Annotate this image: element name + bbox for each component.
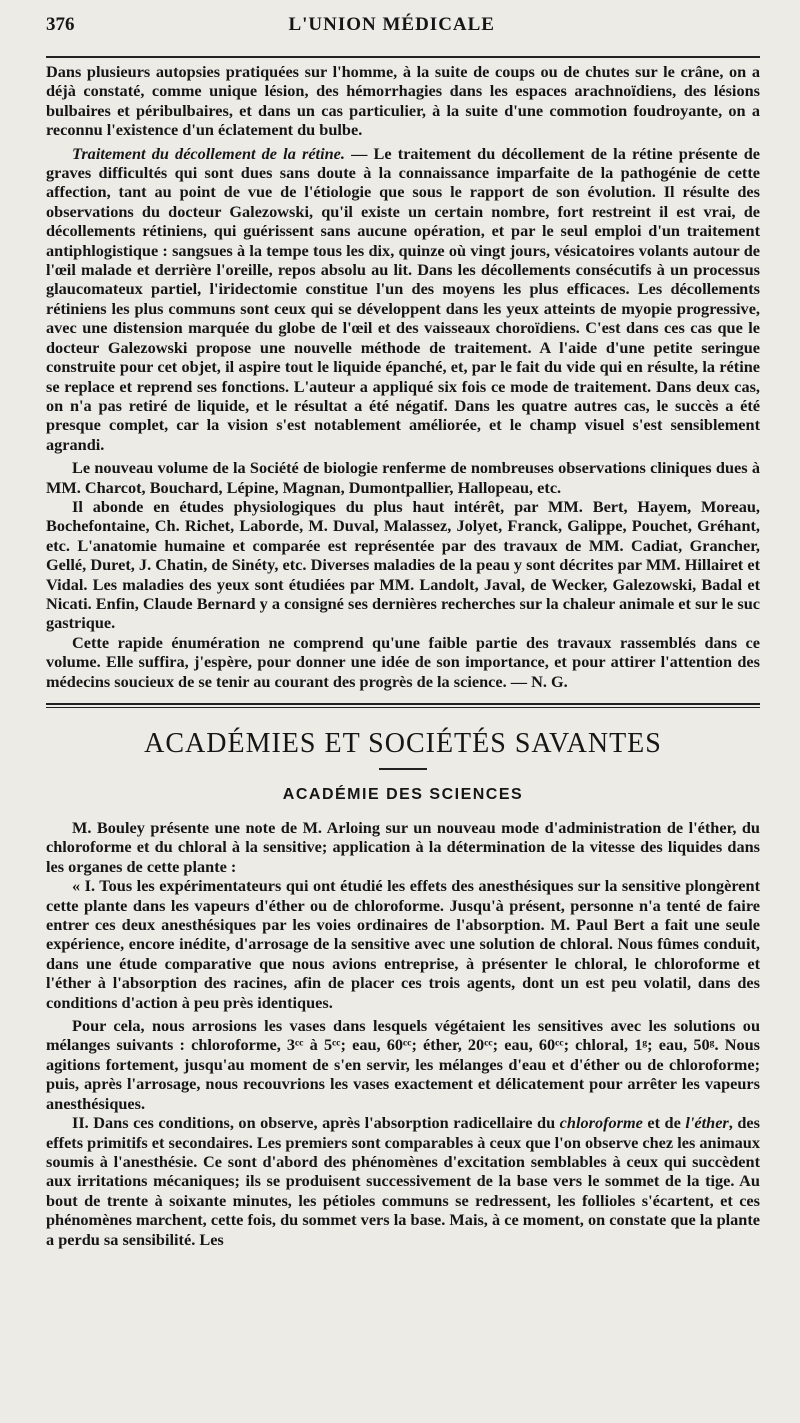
section-title: ACADÉMIES ET SOCIÉTÉS SAVANTES	[144, 728, 662, 759]
academie-para-1: « I. Tous les expérimentateurs qui ont étudié les effets des anesthésiques sur la sensitive plongèrent cette plante dans les vapeurs d'éther ou de chloroforme. Jusqu'à présent, personne n'a tenté de faire entrer ces deux anesthésiques par les voies ordinaires de l'absorption. M. Paul Bert a fait une seule expérience, encore inédite, d'arrosage de la sensitive avec une solution de chloral. Nous fûmes conduit, dans une étude comparative que nous avions entreprise, à présenter le chloral, le chloroforme et l'éther à l'absorption des racines, afin de placer ces trois agents, dont un est peu volatil, dans des conditions d'action à peu près identiques.	[46, 876, 760, 1012]
page-header	[46, 14, 760, 42]
running-title: L'UNION MÉDICALE	[288, 14, 495, 35]
paragraph-physiologie: Il abonde en études physiologiques du plus haut intérêt, par MM. Bert, Hayem, Moreau, Bochefontaine, Ch. Richet, Laborde, M. Duval, Malassez, Jolyet, Franck, Galippe, Pouchet, Gréhant, etc. L'anatomie humaine et comparée est représentée par des travaux de MM. Cadiat, Grancher, Gellé, Duret, J. Chatin, de Sinéty, etc. Diverses maladies de la peau y sont décrites par MM. Hillairet et Vidal. Les maladies des yeux sont étudiées par MM. Landolt, Javal, de Wecker, Galezowski, Badal et Nicati. Enfin, Claude Bernard y a consigné ses dernières recherches sur la chaleur animale et sur le suc gastrique.	[46, 496, 760, 633]
paragraph-enumeration	[46, 633, 760, 691]
header-rule	[46, 56, 760, 58]
paragraph-autopsies: Dans plusieurs autopsies pratiquées sur l'homme, à la suite de coups ou de chutes sur le crâne, on a déjà constaté, comme unique lésion, des hémorrhagies dans les espaces arachnoïdiens, des lésions bulbaires et péribulbaires, et dans un cas particulier, à la suite d'une commotion foudroyante, on a reconnu l'existence d'un éclatement du bulbe.	[46, 62, 760, 140]
author-signature: — N. G.	[506, 671, 568, 691]
academie-intro: M. Bouley présente une note de M. Arloing sur un nouveau mode d'administration de l'éther, du chloroforme et du chloral à la sensitive; application à la détermination de la vitesse des liquides dans les organes de cette plante :	[46, 818, 760, 876]
academie-para-3-text-b: et de	[642, 1113, 686, 1133]
page-number: 376	[46, 14, 75, 35]
ornament-rule	[379, 768, 427, 770]
paragraph-enumeration-text: Cette rapide énumération ne comprend qu'une faible partie des travaux rassemblés dans ce volume. Elle suffira, j'espère, pour donner une idée de son importance, et pour attirer l'attention des médecins soucieux de se tenir au courant des progrès de la science.	[46, 632, 760, 691]
paragraph-retine	[46, 144, 760, 455]
academie-para-3-text-c: , des effets primitifs et secondaires. Les premiers sont comparables à ceux que l'on observe chez les animaux soumis à l'anesthésie. Ce sont d'abord des phénomènes d'excitation semblables à ceux qui succèdent aux irritations mécaniques; ils se produisent successivement de la base vers le sommet de la tige. Au bout de trente à soixante minutes, les pétioles communs se redressent, les follioles s'écartent, et ces phénomènes marchent, cette fois, du sommet vers la base. Mais, à ce moment, on constate que la plante a perdu sa sensibilité. Les	[46, 1113, 760, 1249]
academie-para-3-text-a: II. Dans ces conditions, on observe, après l'absorption radicellaire du	[72, 1113, 560, 1133]
subsection-title: ACADÉMIE DES SCIENCES	[282, 786, 524, 803]
academie-para-3	[46, 1113, 760, 1249]
paragraph-biologie: Le nouveau volume de la Société de biologie renferme de nombreuses observations cliniques dues à MM. Charcot, Bouchard, Lépine, Magnan, Dumontpallier, Hallopeau, etc.	[46, 458, 760, 497]
term-chloroforme: chloroforme	[559, 1113, 643, 1133]
academie-para-2: Pour cela, nous arrosions les vases dans lesquels végétaient les sensitives avec les solutions ou mélanges suivants : chloroforme, 3ᶜᶜ à 5ᶜᶜ; eau, 60ᶜᶜ; éther, 20ᶜᶜ; eau, 60ᶜᶜ; chloral, 1ᵍ; eau, 50ᵍ. Nous agitions fortement, jusqu'au moment de s'en servir, les mélanges d'eau et d'éther ou de chloroforme; puis, après l'arrosage, nous recouvrions les vases exactement et délicatement pour arrêter les vapeurs anesthésiques.	[46, 1016, 760, 1113]
paragraph-retine-text: — Le traitement du décollement de la rétine présente de graves difficultés qui sont dues sans doute à la connaissance imparfaite de la pathogénie de cette affection, tant au point de vue de l'étiologie que sous le rapport de son évolution. Il résulte des observations du docteur Galezowski, qu'il existe un certain nombre, fort restreint il est vrai, de décollements rétiniens, qui guérissent sans aucune opération, et par le seul emploi d'un traitement antiphlogistique : sangsues à la tempe tous les dix, quinze où vingt jours, vésicatoires volants autour de l'œil malade et derrière l'oreille, repos absolu au lit. Dans les décollements consécutifs à un processus glaucomateux partiel, l'iridectomie constitue l'un des moyens les plus efficaces. Les décollements rétiniens les plus communs sont ceux qui se développent dans les yeux atteints de myopie progressive, avec une distension marquée du globe de l'œil et des vaisseaux choroïdiens. C'est dans ces cas que le docteur Galezowski propose une nouvelle méthode de traitement. A l'aide d'une petite seringue construite pour cet objet, il aspire tout le liquide épanché, et, par le fait du vide qui en résulte, la rétine se replace et reprend ses fonctions. L'auteur a appliqué six fois ce mode de traitement. Dans deux cas, on n'a pas retiré de liquide, et le résultat a été négatif. Dans les quatre autres cas, le succès a été presque complet, car la vision s'est notablement améliorée, et le champ visuel s'est sensiblement agrandi.	[46, 143, 761, 454]
section-divider	[46, 703, 760, 708]
run-in-heading: Traitement du décollement de la rétine.	[72, 143, 345, 163]
term-ether: l'éther	[685, 1113, 729, 1133]
